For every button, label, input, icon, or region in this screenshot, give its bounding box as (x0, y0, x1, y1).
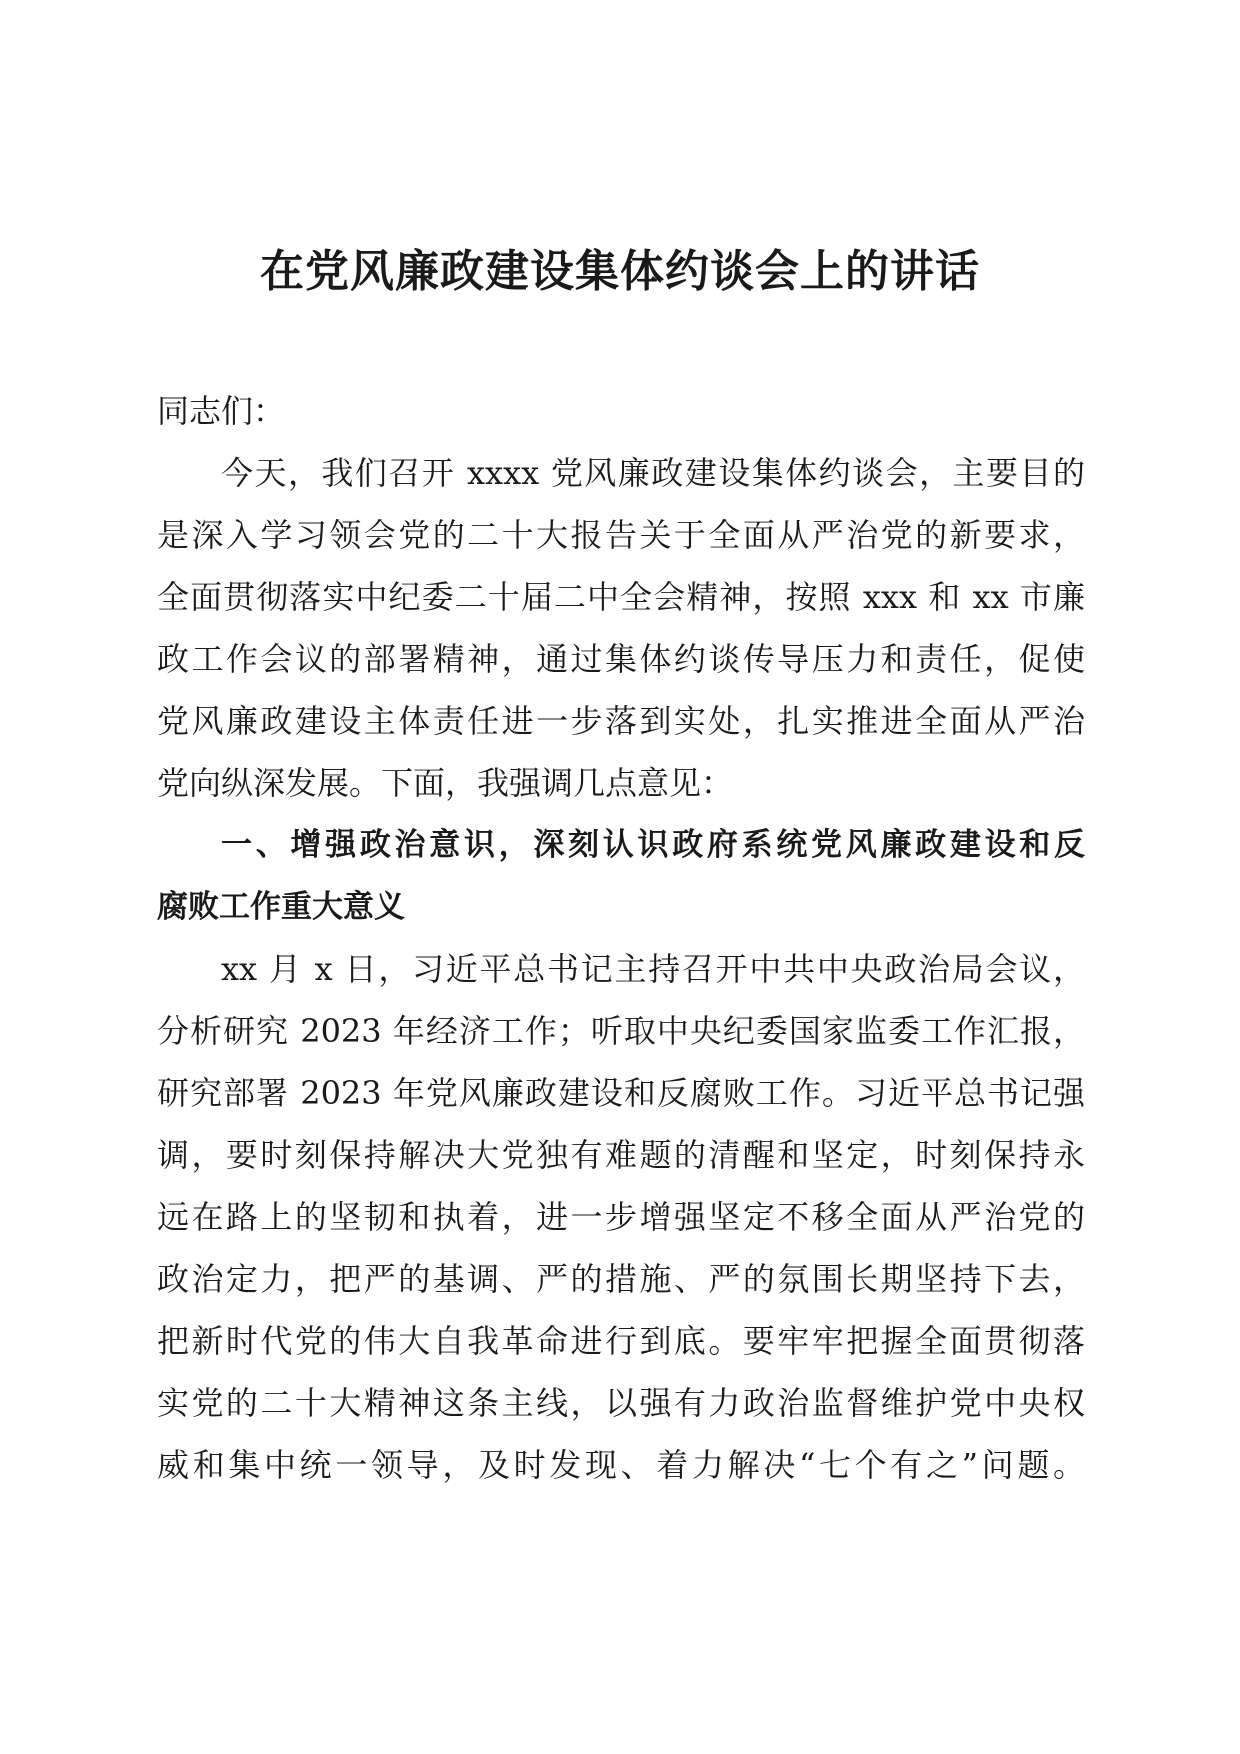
section-heading-1 (157, 814, 1085, 938)
heading-line: 腐败工作重大意义 (157, 889, 405, 925)
paragraph-line: 分析研究 2023 年经济工作；听取中央纪委国家监委工作汇报， (157, 1012, 1085, 1050)
document-body (157, 380, 1085, 1496)
paragraph-line: 研究部署 2023 年党风廉政建设和反腐败工作。习近平总书记强 (157, 1074, 1085, 1112)
paragraph-line: 党风廉政建设主体责任进一步落到实处，扎实推进全面从严治 (157, 702, 1085, 740)
paragraph-line: 今天，我们召开 xxxx 党风廉政建设集体约谈会，主要目的 (221, 454, 1085, 492)
paragraph-line: 远在路上的坚韧和执着，进一步增强坚定不移全面从严治党的 (157, 1198, 1085, 1236)
paragraph-line: 政治定力，把严的基调、严的措施、严的氛围长期坚持下去， (157, 1260, 1085, 1298)
salutation: 同志们： (157, 392, 286, 430)
paragraph-line: xx 月 x 日，习近平总书记主持召开中共中央政治局会议， (221, 950, 1085, 988)
document-title: 在党风廉政建设集体约谈会上的讲话 (260, 246, 980, 297)
paragraph-1 (157, 442, 1085, 814)
paragraph-line: 党向纵深发展。下面，我强调几点意见： (157, 764, 734, 802)
paragraph-line: 全面贯彻落实中纪委二十届二中全会精神，按照 xxx 和 xx 市廉 (157, 578, 1085, 616)
paragraph-line: 是深入学习领会党的二十大报告关于全面从严治党的新要求， (157, 516, 1085, 554)
heading-line: 一、增强政治意识，深刻认识政府系统党风廉政建设和反 (221, 827, 1085, 863)
paragraph-line: 威和集中统一领导，及时发现、着力解决“七个有之”问题。 (157, 1446, 1085, 1484)
paragraph-line: 调，要时刻保持解决大党独有难题的清醒和坚定，时刻保持永 (157, 1136, 1085, 1174)
paragraph-line: 实党的二十大精神这条主线，以强有力政治监督维护党中央权 (157, 1384, 1085, 1422)
paragraph-line: 把新时代党的伟大自我革命进行到底。要牢牢把握全面贯彻落 (157, 1322, 1085, 1360)
paragraph-line: 政工作会议的部署精神，通过集体约谈传导压力和责任，促使 (157, 640, 1085, 678)
paragraph-2 (157, 938, 1085, 1496)
